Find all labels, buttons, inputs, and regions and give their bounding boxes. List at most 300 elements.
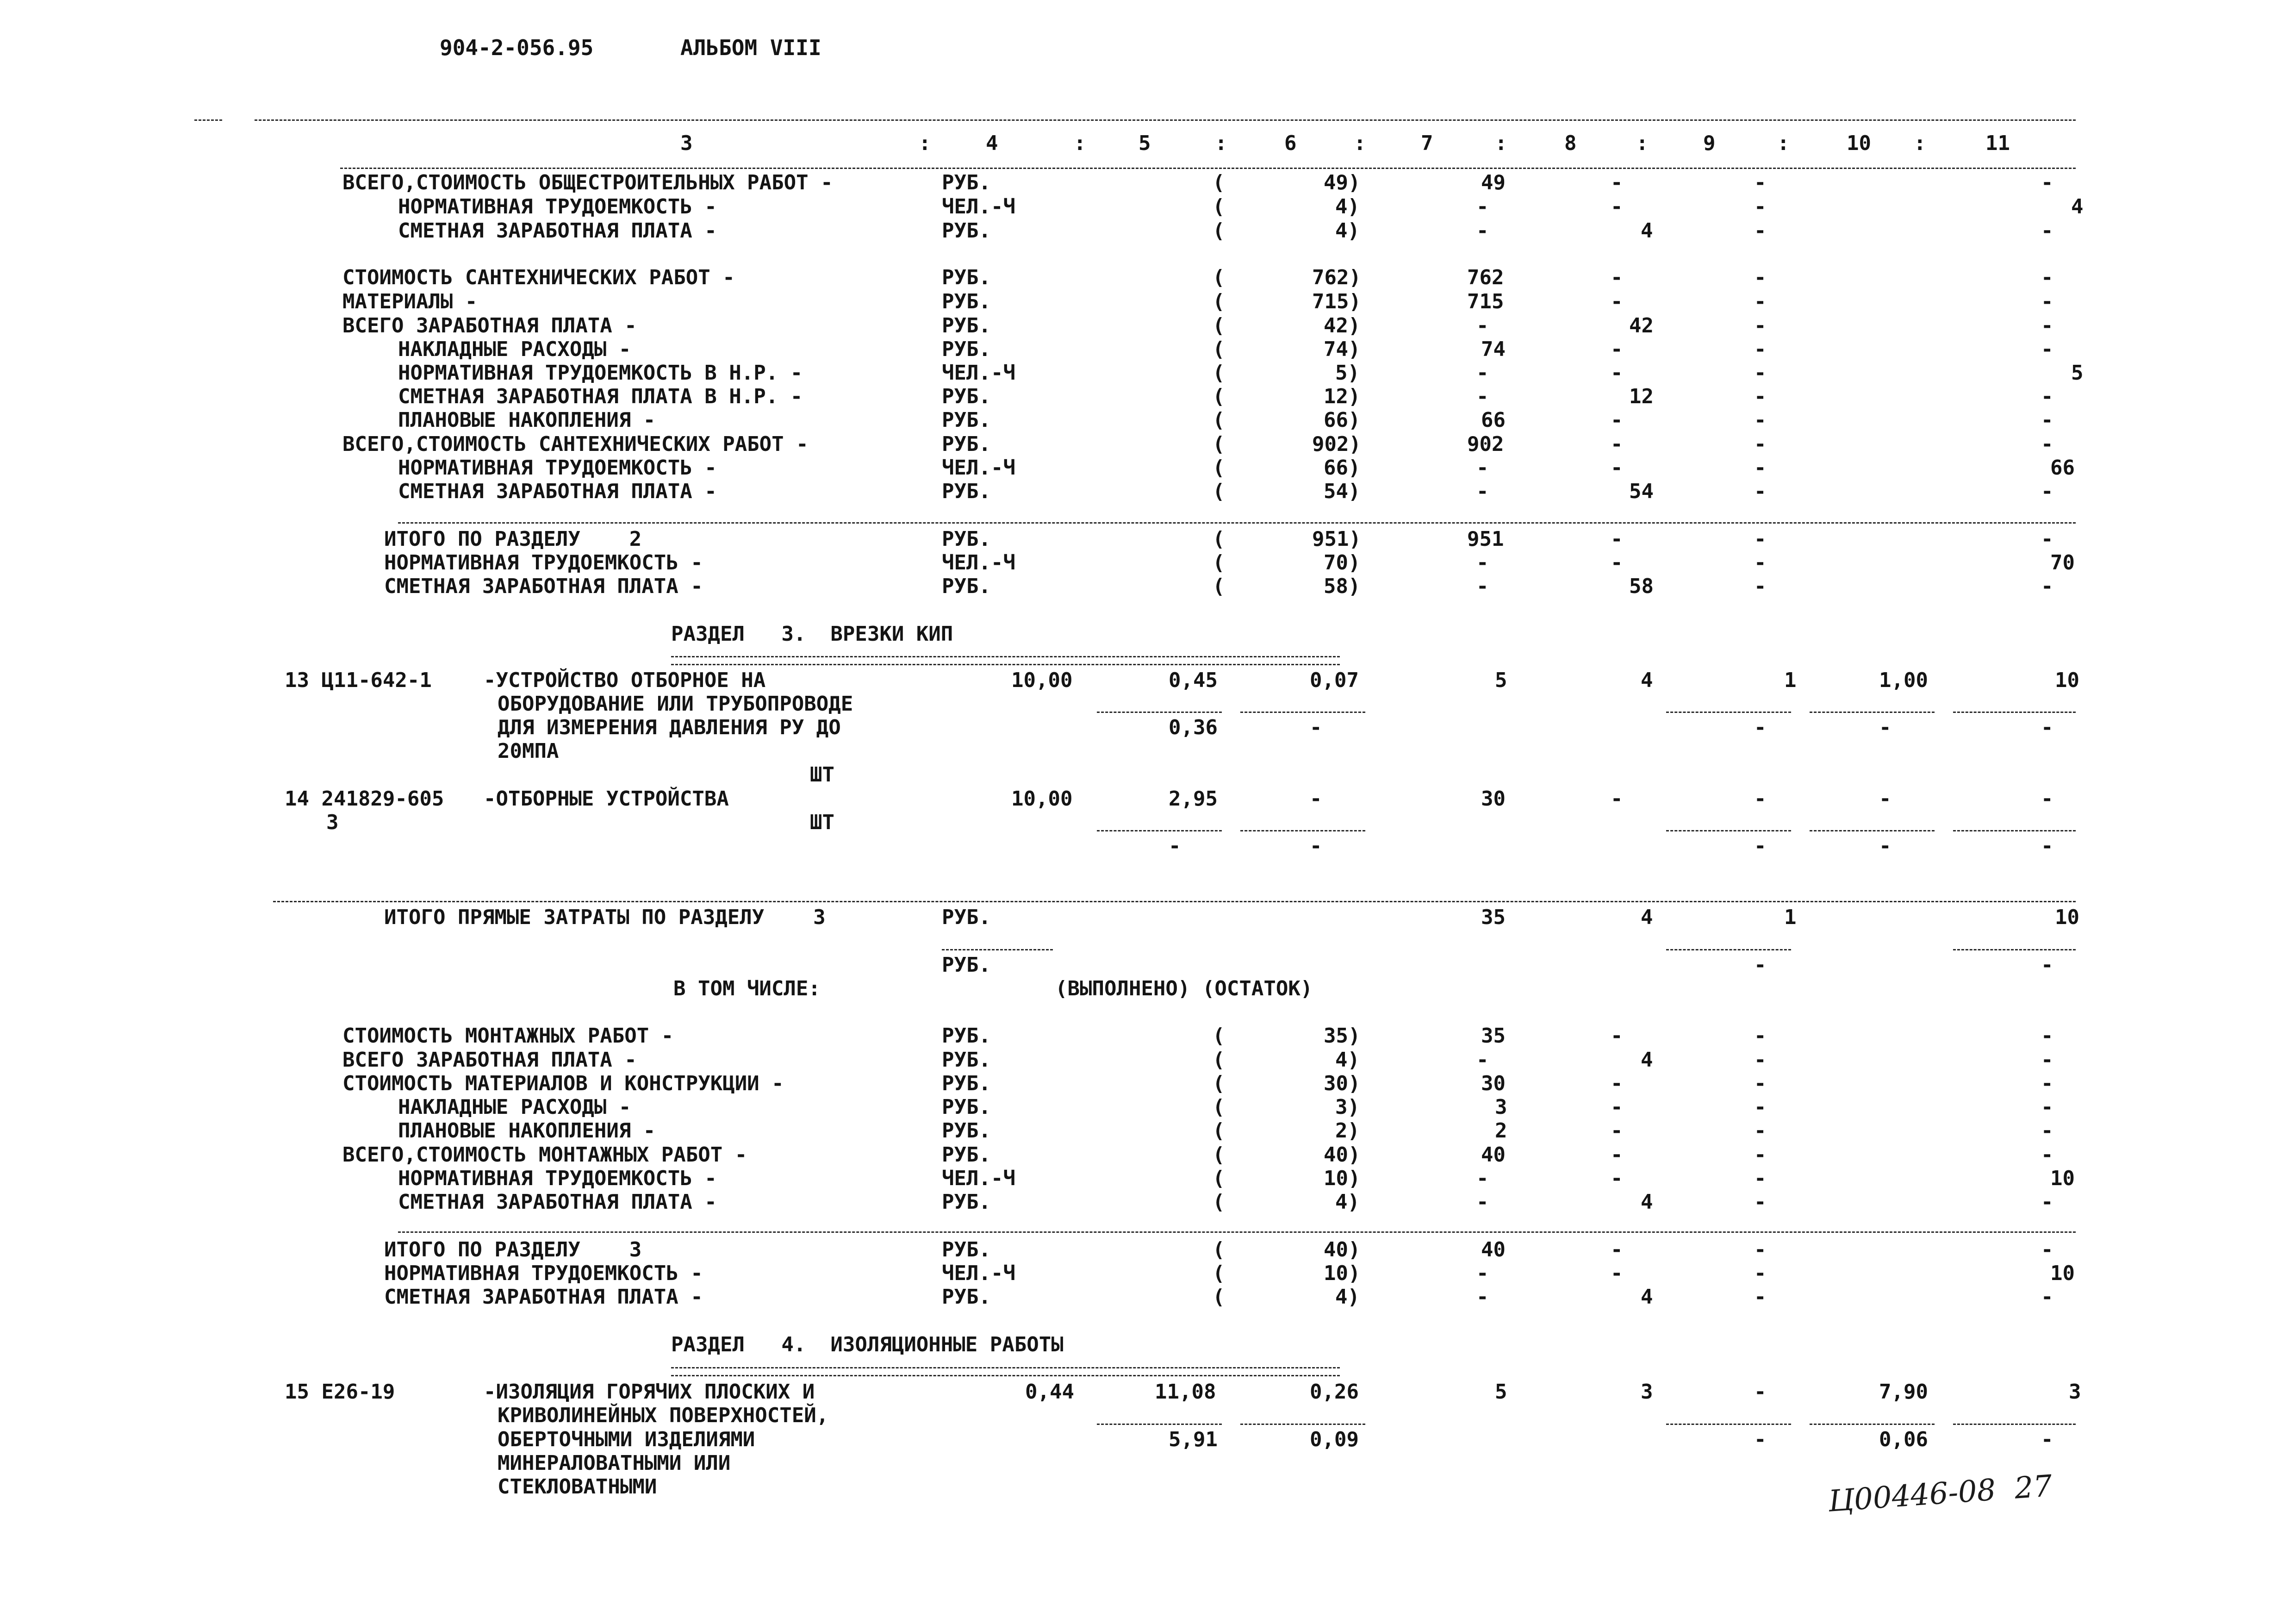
row-label: МИНЕРАЛОВАТНЫМИ ИЛИ bbox=[498, 1451, 731, 1475]
column-separator: : bbox=[919, 131, 931, 155]
table-cell: ( bbox=[1213, 266, 1225, 289]
column-separator: : bbox=[1636, 131, 1649, 155]
sub-rule bbox=[1953, 712, 2076, 713]
table-cell: 11,08 bbox=[1155, 1380, 1216, 1404]
table-cell: 4 bbox=[1641, 219, 1653, 243]
table-cell: - bbox=[2041, 1095, 2053, 1119]
column-separator: : bbox=[1074, 131, 1086, 155]
row-label: СТОИМОСТЬ МОНТАЖНЫХ РАБОТ - bbox=[342, 1024, 674, 1048]
table-cell: РУБ. bbox=[942, 1238, 991, 1262]
table-cell: - bbox=[1611, 1095, 1623, 1119]
table-cell: 0,07 bbox=[1310, 668, 1359, 692]
table-cell: РУБ. bbox=[942, 1095, 991, 1119]
table-cell: 762 bbox=[1467, 266, 1504, 289]
table-cell: - bbox=[1611, 1262, 1623, 1285]
row-label: СТОИМОСТЬ САНТЕХНИЧЕСКИХ РАБОТ - bbox=[342, 266, 735, 289]
table-cell: - bbox=[1611, 1072, 1623, 1095]
table-cell: - bbox=[1611, 171, 1623, 194]
table-cell: РУБ. bbox=[942, 1072, 991, 1095]
table-cell: 74) bbox=[1324, 337, 1361, 361]
table-cell: 4 bbox=[2071, 195, 2084, 219]
table-cell: ШТ bbox=[810, 811, 834, 834]
row-label: ВСЕГО,СТОИМОСТЬ МОНТАЖНЫХ РАБОТ - bbox=[342, 1143, 747, 1167]
table-cell: 3 bbox=[2069, 1380, 2081, 1404]
table-cell: 40) bbox=[1324, 1143, 1361, 1167]
table-cell: РУБ. bbox=[942, 1024, 991, 1048]
table-cell: 762) bbox=[1312, 266, 1361, 289]
row-label: НАКЛАДНЫЕ РАСХОДЫ - bbox=[398, 1095, 631, 1119]
table-cell: - bbox=[1754, 1048, 1767, 1072]
table-cell: - bbox=[2041, 1285, 2053, 1309]
table-cell: 902) bbox=[1312, 432, 1361, 456]
sub-rule bbox=[1666, 712, 1791, 713]
table-cell: - bbox=[1476, 1190, 1489, 1214]
table-cell: 10 bbox=[2050, 1262, 2075, 1285]
table-cell: - bbox=[1754, 575, 1767, 598]
table-cell: 3) bbox=[1335, 1095, 1360, 1119]
table-cell: - bbox=[1611, 787, 1623, 811]
row-label: ВСЕГО ЗАРАБОТНАЯ ПЛАТА - bbox=[342, 1048, 637, 1072]
section-4-underline bbox=[671, 1367, 1340, 1376]
table-cell: -ОТБОРНЫЕ УСТРОЙСТВА bbox=[484, 787, 729, 811]
table-cell: - bbox=[1754, 1428, 1767, 1451]
table-cell: - bbox=[1754, 1143, 1767, 1167]
row-label: 20МПА bbox=[498, 739, 559, 763]
table-cell: - bbox=[2041, 575, 2053, 598]
table-cell: - bbox=[2041, 1072, 2053, 1095]
column-separator: : bbox=[1215, 131, 1227, 155]
table-cell: - bbox=[1611, 1238, 1623, 1262]
row-label: НОРМАТИВНАЯ ТРУДОЕМКОСТЬ - bbox=[384, 1262, 703, 1285]
table-cell: ЧЕЛ.-Ч bbox=[942, 1167, 1015, 1190]
table-cell: РУБ. bbox=[942, 1048, 991, 1072]
column-separator: : bbox=[1777, 131, 1790, 155]
table-cell: ( bbox=[1213, 171, 1225, 194]
table-cell: - bbox=[2041, 527, 2053, 551]
table-cell: - bbox=[2041, 432, 2053, 456]
table-cell: - bbox=[1754, 385, 1767, 408]
table-cell: ( bbox=[1213, 1285, 1225, 1309]
album-label: АЛЬБОМ VIII bbox=[680, 35, 821, 60]
sub-rule bbox=[1810, 830, 1935, 831]
table-cell: 5) bbox=[1335, 361, 1360, 385]
table-cell: 902 bbox=[1467, 432, 1504, 456]
table-cell: ( bbox=[1213, 1072, 1225, 1095]
table-cell: -УСТРОЙСТВО ОТБОРНОЕ НА bbox=[484, 668, 766, 692]
row-label: 15 Е26-19 bbox=[285, 1380, 395, 1404]
sub-rule bbox=[1097, 1424, 1222, 1425]
table-cell: 35 bbox=[1481, 1024, 1506, 1048]
table-cell: 5,91 bbox=[1169, 1428, 1218, 1451]
table-cell: РУБ. bbox=[942, 385, 991, 408]
table-cell: - bbox=[1310, 834, 1322, 858]
row-label: ПЛАНОВЫЕ НАКОПЛЕНИЯ - bbox=[398, 1119, 656, 1143]
section-3-underline bbox=[671, 656, 1340, 665]
table-cell: - bbox=[1879, 834, 1892, 858]
table-cell: - bbox=[2041, 1190, 2053, 1214]
table-cell: ( bbox=[1213, 1262, 1225, 1285]
table-cell: - bbox=[2041, 953, 2053, 977]
column-header: 10 bbox=[1847, 131, 1871, 155]
table-cell: РУБ. bbox=[942, 432, 991, 456]
sub-rule bbox=[1810, 712, 1935, 713]
table-cell: 4 bbox=[1641, 1285, 1653, 1309]
table-cell: 35) bbox=[1324, 1024, 1361, 1048]
table-cell: - bbox=[1754, 456, 1767, 480]
row-label: КРИВОЛИНЕЙНЫХ ПОВЕРХНОСТЕЙ, bbox=[498, 1404, 829, 1427]
table-cell: 66) bbox=[1324, 456, 1361, 480]
table-cell: 2,95 bbox=[1169, 787, 1218, 811]
table-cell: 70) bbox=[1324, 551, 1361, 575]
table-cell: - bbox=[1476, 314, 1489, 337]
table-cell: 1 bbox=[1784, 668, 1797, 692]
row-label: 14 241829-605 bbox=[285, 787, 444, 811]
table-cell: - bbox=[1754, 1119, 1767, 1143]
row-label: НОРМАТИВНАЯ ТРУДОЕМКОСТЬ - bbox=[398, 456, 717, 480]
table-cell: - bbox=[1611, 551, 1623, 575]
table-cell: - bbox=[2041, 171, 2053, 194]
row-label: - bbox=[1169, 834, 1181, 858]
table-cell: 4 bbox=[1641, 906, 1653, 929]
table-cell: РУБ. bbox=[942, 219, 991, 243]
table-cell: - bbox=[2041, 219, 2053, 243]
table-cell: - bbox=[1754, 361, 1767, 385]
table-cell: 66 bbox=[2050, 456, 2075, 480]
table-cell: РУБ. bbox=[942, 1285, 991, 1309]
table-cell: - bbox=[2041, 314, 2053, 337]
table-cell: - bbox=[2041, 1238, 2053, 1262]
table-cell: - bbox=[1879, 716, 1892, 739]
top-rule bbox=[255, 119, 2076, 121]
table-cell: 12) bbox=[1324, 385, 1361, 408]
column-header: 4 bbox=[986, 131, 998, 155]
column-header: 9 bbox=[1703, 131, 1716, 155]
table-cell: ( bbox=[1213, 314, 1225, 337]
table-cell: 0,36 bbox=[1169, 716, 1218, 739]
row-label: ИТОГО ПО РАЗДЕЛУ 3 bbox=[384, 1238, 642, 1262]
table-cell: 715) bbox=[1312, 290, 1361, 313]
sub-rule bbox=[1666, 1424, 1791, 1425]
table-cell: - bbox=[1476, 551, 1489, 575]
table-cell: РУБ. bbox=[942, 290, 991, 313]
table-cell: 58) bbox=[1324, 575, 1361, 598]
row-label: ОБОРУДОВАНИЕ ИЛИ ТРУБОПРОВОДЕ bbox=[498, 692, 853, 716]
column-separator: : bbox=[1914, 131, 1926, 155]
table-cell: ( bbox=[1213, 1190, 1225, 1214]
table-cell: ( bbox=[1213, 1167, 1225, 1190]
table-cell: - bbox=[1611, 1119, 1623, 1143]
table-cell: 4 bbox=[1641, 1048, 1653, 1072]
sub-rule bbox=[1666, 949, 1791, 950]
table-cell: - bbox=[1754, 1262, 1767, 1285]
table-cell: - bbox=[1476, 361, 1489, 385]
table-cell: 951 bbox=[1467, 527, 1504, 551]
table-cell: -ИЗОЛЯЦИЯ ГОРЯЧИХ ПЛОСКИХ И bbox=[484, 1380, 815, 1404]
table-cell: - bbox=[1754, 1072, 1767, 1095]
table-cell: 40) bbox=[1324, 1238, 1361, 1262]
table-cell: - bbox=[1754, 1190, 1767, 1214]
table-cell: 10 bbox=[2055, 906, 2079, 929]
table-cell: 42 bbox=[1629, 314, 1654, 337]
table-cell: 30 bbox=[1481, 787, 1506, 811]
row-label: СМЕТНАЯ ЗАРАБОТНАЯ ПЛАТА - bbox=[398, 219, 717, 243]
column-header: 8 bbox=[1564, 131, 1577, 155]
row-label: ПЛАНОВЫЕ НАКОПЛЕНИЯ - bbox=[398, 408, 656, 432]
row-label: В ТОМ ЧИСЛЕ: bbox=[673, 977, 821, 1000]
table-cell: - bbox=[1754, 1238, 1767, 1262]
table-cell: - bbox=[1476, 1262, 1489, 1285]
table-cell: - bbox=[1754, 266, 1767, 289]
handwritten-note: Ц00446-08 27 bbox=[1827, 1469, 2053, 1519]
table-cell: - bbox=[1611, 195, 1623, 219]
table-cell: 49 bbox=[1481, 171, 1506, 194]
row-label: РУБ. bbox=[942, 953, 991, 977]
table-cell: - bbox=[1476, 575, 1489, 598]
table-cell: ( bbox=[1213, 456, 1225, 480]
table-cell: ( bbox=[1213, 480, 1225, 503]
table-cell: 4 bbox=[1641, 668, 1653, 692]
column-header: 6 bbox=[1284, 131, 1297, 155]
table-cell: 30 bbox=[1481, 1072, 1506, 1095]
table-cell: - bbox=[1754, 716, 1767, 739]
row-label: ОБЕРТОЧНЫМИ ИЗДЕЛИЯМИ bbox=[498, 1428, 755, 1451]
table-cell: - bbox=[2041, 716, 2053, 739]
table-cell: РУБ. bbox=[942, 1190, 991, 1214]
row-label: СМЕТНАЯ ЗАРАБОТНАЯ ПЛАТА - bbox=[384, 575, 703, 598]
table-cell: - bbox=[2041, 1024, 2053, 1048]
table-cell: ( bbox=[1213, 1048, 1225, 1072]
row-label: ДЛЯ ИЗМЕРЕНИЯ ДАВЛЕНИЯ РУ ДО bbox=[498, 716, 841, 739]
table-cell: 2) bbox=[1335, 1119, 1360, 1143]
table-cell: 40 bbox=[1481, 1238, 1506, 1262]
section-rule bbox=[398, 522, 2076, 524]
table-cell: 10) bbox=[1324, 1262, 1361, 1285]
table-cell: - bbox=[1611, 456, 1623, 480]
table-cell: 4) bbox=[1335, 1048, 1360, 1072]
table-cell: - bbox=[1611, 361, 1623, 385]
table-cell: - bbox=[1476, 219, 1489, 243]
table-cell: - bbox=[1754, 953, 1767, 977]
table-cell: 10 bbox=[2055, 668, 2079, 692]
table-cell: - bbox=[1754, 1095, 1767, 1119]
table-cell: - bbox=[1754, 1024, 1767, 1048]
table-cell: - bbox=[2041, 1143, 2053, 1167]
table-cell: - bbox=[1754, 195, 1767, 219]
column-header: 5 bbox=[1139, 131, 1151, 155]
table-cell: - bbox=[2041, 385, 2053, 408]
table-cell: 2 bbox=[1495, 1119, 1507, 1143]
sub-rule bbox=[1953, 830, 2076, 831]
table-cell: - bbox=[1754, 787, 1767, 811]
table-cell: - bbox=[2041, 266, 2053, 289]
table-cell: ( bbox=[1213, 1238, 1225, 1262]
table-cell: ( bbox=[1213, 408, 1225, 432]
table-cell: РУБ. bbox=[942, 337, 991, 361]
row-label: СМЕТНАЯ ЗАРАБОТНАЯ ПЛАТА - bbox=[398, 480, 717, 503]
table-cell: 951) bbox=[1312, 527, 1361, 551]
row-label: РАЗДЕЛ 3. ВРЕЗКИ КИП bbox=[671, 622, 953, 646]
table-cell: - bbox=[1611, 290, 1623, 313]
table-cell: РУБ. bbox=[942, 480, 991, 503]
column-separator: : bbox=[1495, 131, 1507, 155]
table-cell: ЧЕЛ.-Ч bbox=[942, 361, 1015, 385]
table-cell: - bbox=[1754, 834, 1767, 858]
table-cell: - bbox=[1611, 408, 1623, 432]
table-cell: (ВЫПОЛНЕНО) (ОСТАТОК) bbox=[1055, 977, 1313, 1000]
row-label: ИТОГО ПРЯМЫЕ ЗАТРАТЫ ПО РАЗДЕЛУ 3 bbox=[384, 906, 826, 929]
table-cell: РУБ. bbox=[942, 906, 991, 929]
table-cell: 35 bbox=[1481, 906, 1506, 929]
row-label: МАТЕРИАЛЫ - bbox=[342, 290, 478, 313]
table-cell: ( bbox=[1213, 1119, 1225, 1143]
sub-rule bbox=[942, 949, 1053, 950]
table-cell: ( bbox=[1213, 361, 1225, 385]
table-cell: - bbox=[1611, 1024, 1623, 1048]
table-cell: - bbox=[1611, 1167, 1623, 1190]
table-cell: 4) bbox=[1335, 1190, 1360, 1214]
table-cell: - bbox=[2041, 1119, 2053, 1143]
table-cell: ЧЕЛ.-Ч bbox=[942, 551, 1015, 575]
table-cell: 58 bbox=[1629, 575, 1654, 598]
column-header: 7 bbox=[1421, 131, 1433, 155]
table-cell: 66) bbox=[1324, 408, 1361, 432]
section-rule bbox=[398, 1231, 2076, 1233]
table-cell: 0,06 bbox=[1879, 1428, 1928, 1451]
row-label: ИТОГО ПО РАЗДЕЛУ 2 bbox=[384, 527, 642, 551]
table-cell: ( bbox=[1213, 575, 1225, 598]
table-cell: - bbox=[1754, 290, 1767, 313]
sub-rule bbox=[1666, 830, 1791, 831]
table-cell: 3 bbox=[1641, 1380, 1653, 1404]
table-cell: - bbox=[1476, 480, 1489, 503]
row-label: ВСЕГО ЗАРАБОТНАЯ ПЛАТА - bbox=[342, 314, 637, 337]
table-cell: - bbox=[1476, 1285, 1489, 1309]
table-cell: 0,45 bbox=[1169, 668, 1218, 692]
table-cell: - bbox=[1476, 1167, 1489, 1190]
table-cell: - bbox=[1310, 787, 1322, 811]
table-cell: - bbox=[1476, 195, 1489, 219]
table-cell: 5 bbox=[1495, 1380, 1507, 1404]
column-header: 3 bbox=[680, 131, 693, 155]
sub-rule bbox=[1810, 1424, 1935, 1425]
row-label: НОРМАТИВНАЯ ТРУДОЕМКОСТЬ - bbox=[398, 195, 717, 219]
column-separator: : bbox=[1354, 131, 1366, 155]
table-cell: - bbox=[1754, 219, 1767, 243]
table-cell: - bbox=[1754, 171, 1767, 194]
table-cell: 10,00 bbox=[1011, 787, 1073, 811]
document-code: 904-2-056.95 bbox=[440, 35, 594, 60]
table-cell: 7,90 bbox=[1879, 1380, 1928, 1404]
table-cell: - bbox=[1611, 432, 1623, 456]
table-cell: - bbox=[2041, 337, 2053, 361]
table-cell: ЧЕЛ.-Ч bbox=[942, 195, 1015, 219]
table-cell: - bbox=[1611, 1143, 1623, 1167]
table-cell: - bbox=[1611, 527, 1623, 551]
sub-rule bbox=[1240, 830, 1365, 831]
table-cell: 0,44 bbox=[1025, 1380, 1074, 1404]
table-cell: - bbox=[1611, 337, 1623, 361]
table-cell: 40 bbox=[1481, 1143, 1506, 1167]
table-cell: - bbox=[1476, 456, 1489, 480]
sub-rule bbox=[1240, 712, 1365, 713]
row-label: 3 bbox=[326, 811, 339, 834]
table-cell: 5 bbox=[2071, 361, 2084, 385]
sub-rule bbox=[1097, 830, 1222, 831]
table-cell: - bbox=[1754, 432, 1767, 456]
table-cell: - bbox=[1310, 716, 1322, 739]
table-cell: - bbox=[2041, 290, 2053, 313]
table-cell: ( bbox=[1213, 432, 1225, 456]
table-cell: РУБ. bbox=[942, 1143, 991, 1167]
table-cell: 10,00 bbox=[1011, 668, 1073, 692]
table-cell: - bbox=[1754, 1285, 1767, 1309]
table-cell: 4 bbox=[1641, 1190, 1653, 1214]
row-label: НОРМАТИВНАЯ ТРУДОЕМКОСТЬ - bbox=[398, 1167, 717, 1190]
table-cell: - bbox=[2041, 480, 2053, 503]
row-label: ВСЕГО,СТОИМОСТЬ ОБЩЕСТРОИТЕЛЬНЫХ РАБОТ - bbox=[342, 171, 833, 194]
column-header: 11 bbox=[1985, 131, 2010, 155]
table-cell: - bbox=[1754, 480, 1767, 503]
table-cell: 4) bbox=[1335, 195, 1360, 219]
table-cell: - bbox=[2041, 1428, 2053, 1451]
table-cell: ( bbox=[1213, 527, 1225, 551]
row-label: СТОИМОСТЬ МАТЕРИАЛОВ И КОНСТРУКЦИИ - bbox=[342, 1072, 784, 1095]
row-label: 13 Ц11-642-1 bbox=[285, 668, 432, 692]
table-cell: 49) bbox=[1324, 171, 1361, 194]
row-label: СМЕТНАЯ ЗАРАБОТНАЯ ПЛАТА - bbox=[398, 1190, 717, 1214]
section-rule bbox=[273, 901, 2076, 902]
row-label: ШТ bbox=[810, 763, 834, 787]
row-label: НАКЛАДНЫЕ РАСХОДЫ - bbox=[398, 337, 631, 361]
table-cell: 54 bbox=[1629, 480, 1654, 503]
table-cell: - bbox=[1754, 1380, 1767, 1404]
table-cell: - bbox=[1879, 787, 1892, 811]
row-label: СМЕТНАЯ ЗАРАБОТНАЯ ПЛАТА - bbox=[384, 1285, 703, 1309]
table-cell: 54) bbox=[1324, 480, 1361, 503]
table-cell: 12 bbox=[1629, 385, 1654, 408]
table-cell: 10 bbox=[2050, 1167, 2075, 1190]
table-cell: ( bbox=[1213, 1095, 1225, 1119]
table-cell: 10) bbox=[1324, 1167, 1361, 1190]
table-cell: - bbox=[1754, 527, 1767, 551]
row-label: НОРМАТИВНАЯ ТРУДОЕМКОСТЬ - bbox=[384, 551, 703, 575]
table-cell: 5 bbox=[1495, 668, 1507, 692]
table-cell: - bbox=[2041, 834, 2053, 858]
table-cell: - bbox=[2041, 787, 2053, 811]
table-cell: РУБ. bbox=[942, 314, 991, 337]
table-cell: - bbox=[2041, 408, 2053, 432]
table-cell: 715 bbox=[1467, 290, 1504, 313]
table-cell: ( bbox=[1213, 195, 1225, 219]
table-cell: ( bbox=[1213, 337, 1225, 361]
table-cell: 4) bbox=[1335, 219, 1360, 243]
table-cell: РУБ. bbox=[942, 575, 991, 598]
table-cell: ( bbox=[1213, 385, 1225, 408]
table-cell: - bbox=[1754, 1167, 1767, 1190]
table-cell: 66 bbox=[1481, 408, 1506, 432]
table-cell: 70 bbox=[2050, 551, 2075, 575]
table-cell: - bbox=[1754, 408, 1767, 432]
table-cell: РУБ. bbox=[942, 1119, 991, 1143]
sub-rule bbox=[1953, 1424, 2076, 1425]
sub-rule bbox=[1953, 949, 2076, 950]
table-cell: 0,26 bbox=[1310, 1380, 1359, 1404]
table-cell: ( bbox=[1213, 1143, 1225, 1167]
sub-rule bbox=[1097, 712, 1222, 713]
table-cell: РУБ. bbox=[942, 527, 991, 551]
table-cell: 30) bbox=[1324, 1072, 1361, 1095]
table-cell: ( bbox=[1213, 1024, 1225, 1048]
